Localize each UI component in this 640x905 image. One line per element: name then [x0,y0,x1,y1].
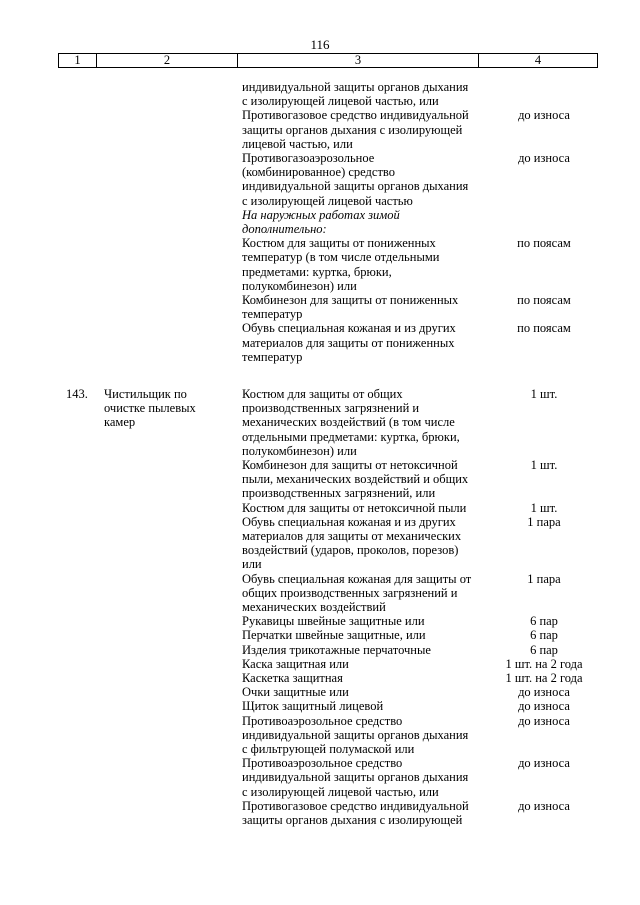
item-text: Противогазовое средство индивидуальной [242,798,469,813]
issue-norm: до износа [518,713,570,728]
item-text: отдельными предметами: куртка, брюки, [242,429,460,444]
header-col-2: 2 [163,53,171,67]
item-text: лицевой частью, или [242,136,353,151]
item-text: индивидуальной защиты органов дыхания [242,770,469,785]
issue-norm: до износа [518,798,570,813]
issue-norm: 1 шт. [530,387,558,401]
item-text: Обувь специальная кожаная и из других [242,514,456,529]
item-text: с фильтрующей полумаской или [242,742,415,756]
item-text: механических воздействий (в том числе [242,415,455,430]
item-text: Каскетка защитная [242,671,343,685]
page-number: 116 [310,37,330,52]
profession-name: очистке пылевых [104,401,196,416]
item-text: производственных загрязнений и [242,401,420,416]
item-text: общих производственных загрязнений и [242,585,458,600]
item-text: На наружных работах зимой [242,207,400,222]
item-text: Костюм для защиты от общих [242,387,403,401]
issue-norm: 1 шт. [530,458,558,472]
item-text: Противоаэрозольное средство [242,713,403,728]
item-text: Очки защитные или [242,685,349,700]
item-text: Рукавицы швейные защитные или [242,614,425,629]
item-text: Комбинезон для защиты от нетоксичной [242,458,458,472]
item-text: температур (в том числе отдельными [242,250,440,265]
item-text: Противоаэрозольное средство [242,756,403,771]
item-text: Каска защитная или [242,656,349,671]
header-col-4: 4 [534,53,542,67]
issue-norm: по поясам [517,321,571,336]
issue-norm: 6 пар [530,642,558,657]
item-text: Комбинезон для защиты от пониженных [242,293,459,307]
item-text: или [242,557,262,572]
item-text: Перчатки швейные защитные, или [242,628,426,643]
header-col-3: 3 [354,53,362,67]
item-text: защиты органов дыхания с изолирующей [242,122,463,137]
issue-norm: 1 шт. на 2 года [505,656,583,671]
item-text: защиты органов дыхания с изолирующей [242,813,463,827]
issue-norm: до износа [518,756,570,771]
item-text: Обувь специальная кожаная и из других [242,321,456,336]
item-text: производственных загрязнений, или [242,486,436,501]
issue-norm: 1 пара [527,571,561,586]
item-text: (комбинированное) средство [242,165,395,180]
item-text: индивидуальной защиты органов дыхания [242,727,469,742]
item-text: Щиток защитный лицевой [242,699,384,714]
profession-name: камер [104,415,136,430]
header-col-1: 1 [74,53,81,67]
table-header [58,53,598,68]
item-text: индивидуальной защиты органов дыхания [242,179,469,194]
item-text: с изолирующей лицевой частью, или [242,784,439,799]
issue-norm: до износа [518,685,570,700]
item-text: Костюм для защиты от пониженных [242,236,436,251]
item-text: полукомбинезон) или [242,278,357,293]
item-text: механических воздействий [242,600,386,614]
issue-norm: до износа [518,108,570,123]
item-text: Изделия трикотажные перчаточные [242,642,431,657]
issue-norm: 6 пар [530,614,558,629]
issue-norm: 6 пар [530,628,558,643]
item-text: пыли, механических воздействий и общих [242,472,469,487]
item-text: Противогазоаэрозольное [242,151,375,165]
item-text: индивидуальной защиты органов дыхания [242,80,469,94]
item-text: Костюм для защиты от нетоксичной пыли [242,500,467,515]
issue-norm: 1 пара [527,514,561,529]
item-text: с изолирующей лицевой частью [242,193,413,208]
issue-norm: 1 шт. [530,500,558,515]
profession-name: Чистильщик по [104,387,187,401]
item-text: полукомбинезон) или [242,443,357,458]
item-text: материалов для защиты от механических [242,529,462,543]
item-text: Обувь специальная кожаная для защиты от [242,571,472,586]
item-text: температур [242,307,303,322]
item-text: воздействий (ударов, проколов, порезов) [242,543,459,558]
entry-number: 143. [66,387,88,401]
issue-norm: по поясам [517,293,571,307]
issue-norm: до износа [518,699,570,714]
issue-norm: до износа [518,151,570,165]
item-text: дополнительно: [242,222,327,236]
issue-norm: 1 шт. на 2 года [505,671,583,685]
item-text: материалов для защиты от пониженных [242,335,455,350]
issue-norm: по поясам [517,236,571,251]
item-text: Противогазовое средство индивидуальной [242,108,469,123]
item-text: предметами: куртка, брюки, [242,264,392,279]
item-text: с изолирующей лицевой частью, или [242,94,439,109]
item-text: температур [242,349,303,364]
